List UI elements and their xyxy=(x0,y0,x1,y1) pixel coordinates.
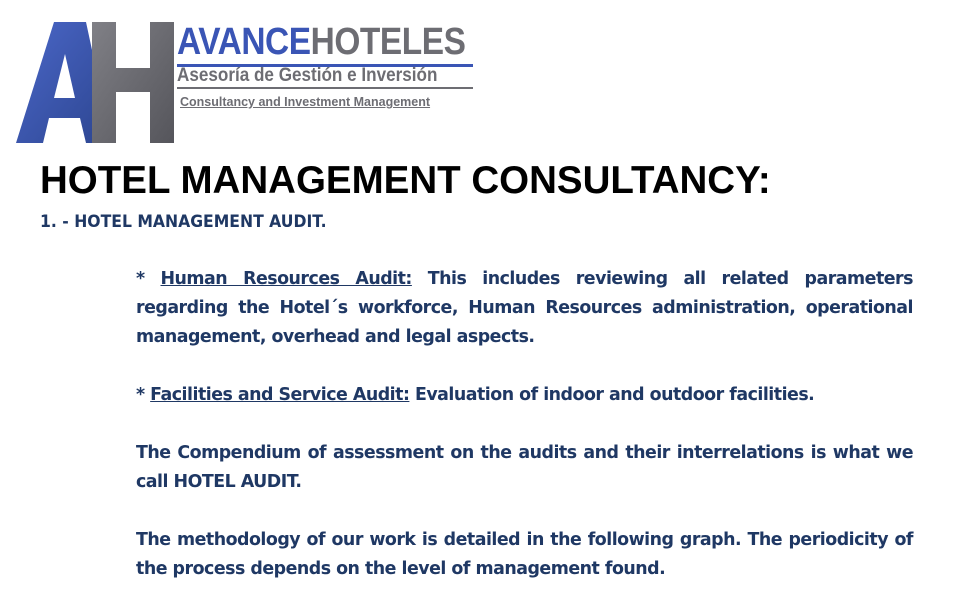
bullet-marker: * xyxy=(136,269,161,289)
facilities-audit-text: Evaluation of indoor and outdoor facilities. xyxy=(409,385,815,405)
section-heading: 1. - HOTEL MANAGEMENT AUDIT. xyxy=(40,212,327,232)
page-title: HOTEL MANAGEMENT CONSULTANCY: xyxy=(40,159,771,202)
hr-audit-label: Human Resources Audit: xyxy=(160,269,412,289)
bullet-marker: * xyxy=(136,385,151,405)
ah-monogram-logo xyxy=(16,20,181,144)
brand-name-part2: HOTELES xyxy=(310,21,466,63)
hr-audit-paragraph xyxy=(136,265,913,352)
brand-name-part1: AVANCE xyxy=(177,21,311,63)
methodology-paragraph: The methodology of our work is detailed in the following graph. The periodicity of the process depends on the level of management found. xyxy=(136,530,913,579)
body-text xyxy=(136,265,913,584)
hr-audit-text: This includes reviewing all related parameters regarding the Hotel´s workforce, Human Resources administration, operational management, overhead and legal aspects. xyxy=(136,269,913,347)
facilities-audit-paragraph xyxy=(136,381,913,410)
brand-divider-secondary xyxy=(177,87,473,89)
brand-name xyxy=(177,22,465,62)
facilities-audit-label: Facilities and Service Audit: xyxy=(150,385,410,405)
compendium-paragraph: The Compendium of assessment on the audits and their interrelations is what we call HOTEL AUDIT. xyxy=(136,443,913,492)
brand-tagline: Consultancy and Investment Management xyxy=(180,95,431,109)
company-logo xyxy=(16,20,486,144)
brand-subtitle: Asesoría de Gestión e Inversión xyxy=(177,65,438,86)
